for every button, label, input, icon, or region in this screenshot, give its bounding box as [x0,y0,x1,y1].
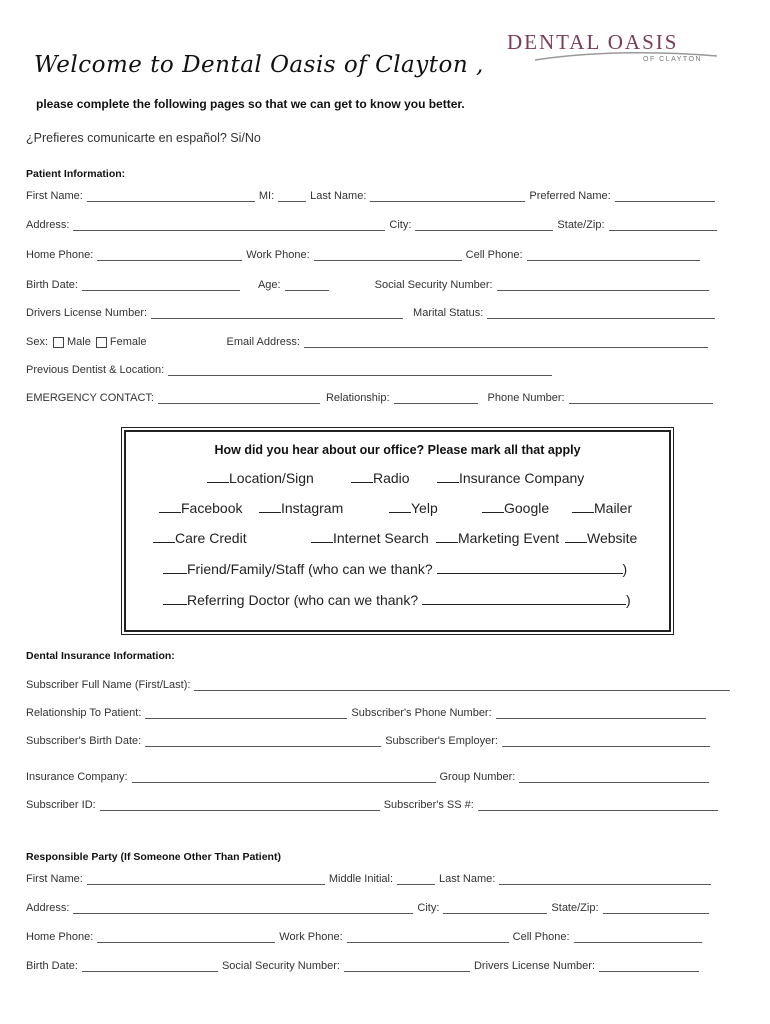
address-label: Address: [26,219,70,231]
responsible-work-phone-label: Work Phone: [279,931,343,943]
subscriber-phone-field[interactable] [496,707,706,719]
patient-info-heading: Patient Information: [26,168,126,180]
birth-date-field[interactable] [82,279,240,291]
responsible-birth-date-label: Birth Date: [26,960,78,972]
responsible-middle-initial-label: Middle Initial: [328,873,394,885]
responsible-city-field[interactable] [443,902,547,914]
sex-label: Sex: [26,336,49,348]
responsible-drivers-license-field[interactable] [599,960,699,972]
responsible-last-name-field[interactable] [499,873,711,885]
relationship-to-patient-field[interactable] [145,707,347,719]
city-field[interactable] [415,219,553,231]
mi-label: MI: [258,190,275,202]
first-name-label: First Name: [26,190,83,202]
name-row [26,190,719,202]
option-radio[interactable]: Radio [351,469,410,486]
relationship-label: Relationship: [325,392,390,404]
logo-main-text: DENTAL OASIS [507,30,679,54]
option-yelp[interactable]: Yelp [389,499,438,516]
group-number-label: Group Number: [439,771,516,783]
subscriber-ss-field[interactable] [478,799,718,811]
previous-dentist-row [26,364,556,376]
option-marketing-event[interactable]: Marketing Event [436,529,559,546]
subscriber-id-label: Subscriber ID: [26,799,96,811]
responsible-ssn-label: Social Security Number: [221,960,340,972]
age-field[interactable] [285,279,329,291]
phone-row [26,249,704,261]
responsible-state-zip-label: State/Zip: [551,902,599,914]
marital-status-field[interactable] [487,307,715,319]
responsible-first-name-field[interactable] [87,873,325,885]
subscriber-employer-label: Subscriber's Employer: [385,735,498,747]
emergency-row [26,392,717,404]
emergency-contact-field[interactable] [158,392,320,404]
previous-dentist-field[interactable] [168,364,552,376]
referral-box [121,427,674,635]
subscriber-birth-label: Subscriber's Birth Date: [26,735,142,747]
home-phone-field[interactable] [97,249,242,261]
drivers-license-label: Drivers License Number: [26,307,148,319]
subscriber-name-field[interactable] [194,679,730,691]
option-insurance-company[interactable]: Insurance Company [437,469,584,486]
option-internet-search[interactable]: Internet Search [311,529,429,546]
option-friend-family-staff[interactable]: Friend/Family/Staff (who can we thank? ) [163,560,627,577]
address-row [26,219,721,231]
cell-phone-field[interactable] [527,249,700,261]
subscriber-name-row [26,679,734,691]
responsible-address-row [26,902,713,914]
responsible-home-phone-label: Home Phone: [26,931,94,943]
address-field[interactable] [73,219,385,231]
phone-number-label: Phone Number: [487,392,565,404]
responsible-cell-phone-field[interactable] [574,931,702,943]
responsible-middle-initial-field[interactable] [397,873,435,885]
subscriber-name-label: Subscriber Full Name (First/Last): [26,679,191,691]
option-mailer[interactable]: Mailer [572,499,632,516]
first-name-field[interactable] [87,190,255,202]
responsible-address-field[interactable] [73,902,413,914]
option-location-sign[interactable]: Location/Sign [207,469,314,486]
relationship-to-patient-row [26,707,710,719]
option-google[interactable]: Google [482,499,549,516]
responsible-first-name-label: First Name: [26,873,83,885]
ssn-label: Social Security Number: [374,279,493,291]
referral-heading: How did you hear about our office? Please mark all that apply [214,443,581,457]
option-facebook[interactable]: Facebook [159,499,242,516]
doctor-name-field[interactable] [422,591,626,605]
birth-row [26,279,713,291]
preferred-name-label: Preferred Name: [529,190,611,202]
female-label: Female [109,336,147,348]
ssn-field[interactable] [497,279,709,291]
female-checkbox[interactable] [96,337,107,348]
page-title: Welcome to Dental Oasis of Clayton , [34,52,484,78]
responsible-birth-row [26,960,703,972]
responsible-drivers-license-label: Drivers License Number: [473,960,596,972]
drivers-license-field[interactable] [151,307,403,319]
friend-name-field[interactable] [437,560,623,574]
emergency-contact-label: EMERGENCY CONTACT: [26,392,154,404]
subscriber-id-row [26,799,722,811]
subscriber-birth-row [26,735,714,747]
last-name-label: Last Name: [310,190,367,202]
option-care-credit[interactable]: Care Credit [153,529,247,546]
sex-row [26,336,712,348]
subscriber-phone-label: Subscriber's Phone Number: [351,707,492,719]
male-checkbox[interactable] [53,337,64,348]
state-zip-field[interactable] [609,219,717,231]
work-phone-label: Work Phone: [246,249,310,261]
relationship-to-patient-label: Relationship To Patient: [26,707,142,719]
insurance-company-row [26,771,713,783]
responsible-state-zip-field[interactable] [603,902,709,914]
responsible-birth-date-field[interactable] [82,960,218,972]
responsible-home-phone-field[interactable] [97,931,275,943]
email-field[interactable] [304,336,708,348]
state-zip-label: State/Zip: [557,219,605,231]
previous-dentist-label: Previous Dentist & Location: [26,364,165,376]
cell-phone-label: Cell Phone: [465,249,523,261]
subscriber-id-field[interactable] [100,799,380,811]
responsible-party-heading: Responsible Party (If Someone Other Than Patient) [26,851,281,863]
responsible-last-name-label: Last Name: [439,873,496,885]
subscriber-ss-label: Subscriber's SS #: [383,799,474,811]
subscriber-birth-field[interactable] [145,735,381,747]
insurance-company-label: Insurance Company: [26,771,128,783]
responsible-cell-phone-label: Cell Phone: [512,931,570,943]
group-number-field[interactable] [519,771,709,783]
subscriber-employer-field[interactable] [502,735,710,747]
responsible-address-label: Address: [26,902,70,914]
insurance-company-field[interactable] [132,771,436,783]
birth-date-label: Birth Date: [26,279,78,291]
responsible-name-row [26,873,715,885]
relationship-field[interactable] [394,392,478,404]
marital-status-label: Marital Status: [413,307,484,319]
age-label: Age: [257,279,281,291]
responsible-phone-row [26,931,706,943]
spanish-preference-question[interactable]: ¿Prefieres comunicarte en español? Si/No [26,131,261,145]
insurance-heading: Dental Insurance Information: [26,650,175,662]
phone-number-field[interactable] [569,392,713,404]
responsible-city-label: City: [417,902,440,914]
work-phone-field[interactable] [314,249,462,261]
intro-text: please complete the following pages so that we can get to know you better. [36,97,465,111]
option-instagram[interactable]: Instagram [259,499,343,516]
preferred-name-field[interactable] [615,190,715,202]
dental-oasis-logo [505,30,725,70]
home-phone-label: Home Phone: [26,249,94,261]
option-referring-doctor[interactable]: Referring Doctor (who can we thank? ) [163,591,631,608]
email-label: Email Address: [226,336,300,348]
logo-sub-text: OF CLAYTON [643,56,703,63]
last-name-field[interactable] [370,190,525,202]
male-label: Male [67,336,91,348]
responsible-ssn-field[interactable] [344,960,470,972]
license-row [26,307,719,319]
responsible-work-phone-field[interactable] [347,931,509,943]
mi-field[interactable] [278,190,306,202]
city-label: City: [389,219,412,231]
option-website[interactable]: Website [565,529,637,546]
